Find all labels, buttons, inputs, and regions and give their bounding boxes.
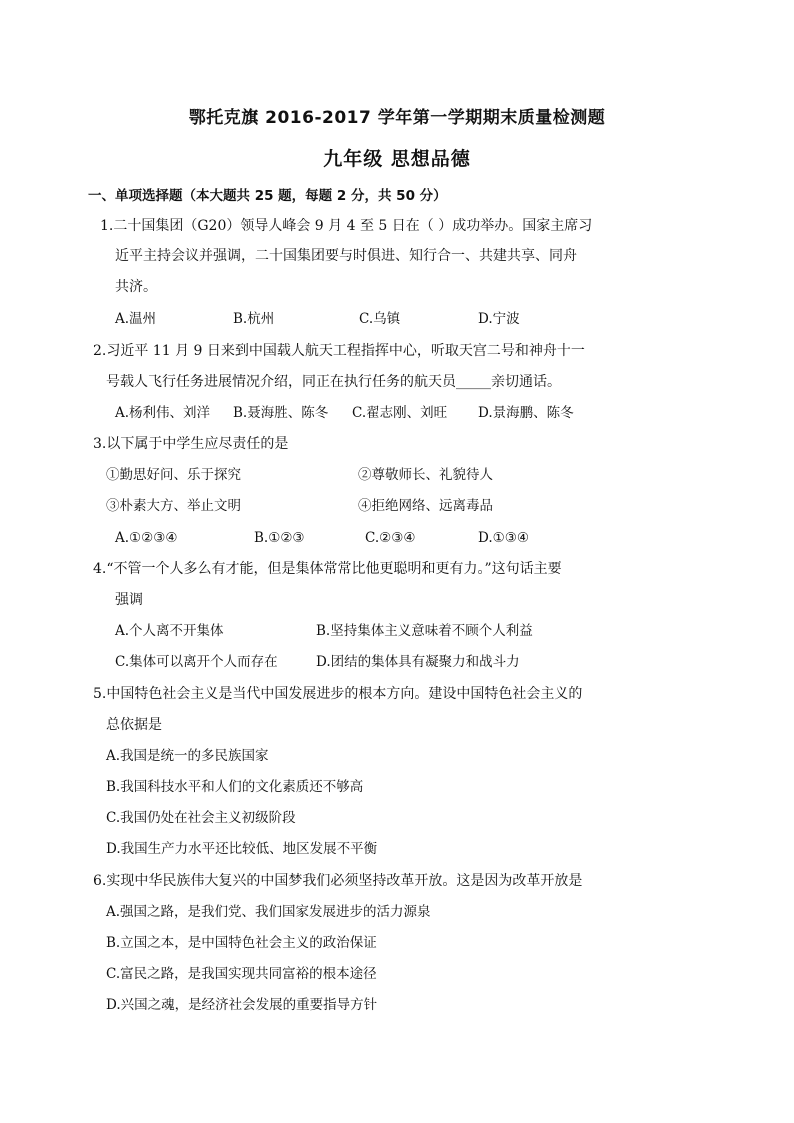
question-6-option-d: D.兴国之魂，是经济社会发展的重要指导方针 bbox=[106, 997, 378, 1013]
question-5-option-d: D.我国生产力水平还比较低、地区发展不平衡 bbox=[106, 841, 378, 857]
question-3-item-3: ③朴素大方、举止文明 bbox=[106, 498, 241, 514]
question-3-option-b: B.①②③ bbox=[254, 530, 305, 546]
question-1-stem-line-2: 近平主持会议并强调，二十国集团要与时俱进、知行合一、共建共享、同舟 bbox=[115, 248, 577, 264]
question-3-item-4: ④拒绝网络、远离毒品 bbox=[358, 498, 493, 514]
question-1-stem-line-1: 1.二十国集团（G20）领导人峰会 9 月 4 至 5 日在（ ）成功举办。国家主席习 bbox=[100, 218, 593, 234]
question-4-option-b: B.坚持集体主义意味着不顾个人利益 bbox=[316, 623, 533, 639]
question-4-option-a: A.个人离不开集体 bbox=[115, 623, 224, 639]
question-1-stem-line-3: 共济。 bbox=[115, 279, 157, 295]
question-2-option-b: B.聂海胜、陈冬 bbox=[233, 405, 329, 421]
question-1-option-a: A.温州 bbox=[115, 311, 157, 327]
question-5-option-c: C.我国仍处在社会主义初级阶段 bbox=[106, 810, 296, 826]
exam-subtitle: 九年级 思想品德 bbox=[323, 148, 471, 170]
question-4-option-c: C.集体可以离开个人而存在 bbox=[115, 654, 278, 670]
question-2-option-d: D.景海鹏、陈冬 bbox=[478, 405, 574, 421]
question-5-stem-line-1: 5.中国特色社会主义是当代中国发展进步的根本方向。建设中国特色社会主义的 bbox=[93, 686, 583, 702]
question-3-option-a: A.①②③④ bbox=[115, 530, 178, 546]
question-4-stem-line-1: 4.“不管一个人多么有才能，但是集体常常比他更聪明和更有力。”这句话主要 bbox=[93, 561, 562, 577]
question-2-stem-line-2: 号载人飞行任务进展情况介绍，同正在执行任务的航天员_____亲切通话。 bbox=[106, 374, 561, 390]
question-3-stem: 3.以下属于中学生应尽责任的是 bbox=[93, 436, 289, 452]
question-4-stem-line-2: 强调 bbox=[115, 592, 143, 608]
question-5-option-a: A.我国是统一的多民族国家 bbox=[106, 748, 269, 764]
section-heading: 一、单项选择题（本大题共 25 题，每题 2 分，共 50 分） bbox=[88, 188, 447, 204]
question-6-stem: 6.实现中华民族伟大复兴的中国梦我们必须坚持改革开放。这是因为改革开放是 bbox=[93, 873, 583, 889]
question-6-option-c: C.富民之路，是我国实现共同富裕的根本途径 bbox=[106, 966, 377, 982]
question-1-option-d: D.宁波 bbox=[478, 311, 520, 327]
question-2-option-a: A.杨利伟、刘洋 bbox=[115, 405, 211, 421]
exam-title: 鄂托克旗 2016-2017 学年第一学期期末质量检测题 bbox=[188, 108, 606, 128]
question-1-option-b: B.杭州 bbox=[233, 311, 275, 327]
question-3-item-2: ②尊敬师长、礼貌待人 bbox=[358, 467, 493, 483]
question-2-option-c: C.翟志刚、刘旺 bbox=[352, 405, 448, 421]
question-3-option-c: C.②③④ bbox=[365, 530, 416, 546]
question-6-option-b: B.立国之本，是中国特色社会主义的政治保证 bbox=[106, 935, 377, 951]
question-5-stem-line-2: 总依据是 bbox=[106, 717, 162, 733]
question-5-option-b: B.我国科技水平和人们的文化素质还不够高 bbox=[106, 779, 364, 795]
question-3-item-1: ①勤思好问、乐于探究 bbox=[106, 467, 241, 483]
question-2-stem-line-1: 2.习近平 11 月 9 日来到中国载人航天工程指挥中心，听取天宫二号和神舟十一 bbox=[93, 343, 585, 359]
question-6-option-a: A.强国之路，是我们党、我们国家发展进步的活力源泉 bbox=[106, 904, 431, 920]
question-1-option-c: C.乌镇 bbox=[359, 311, 401, 327]
question-4-option-d: D.团结的集体具有凝聚力和战斗力 bbox=[316, 654, 520, 670]
question-3-option-d: D.①③④ bbox=[478, 530, 529, 546]
